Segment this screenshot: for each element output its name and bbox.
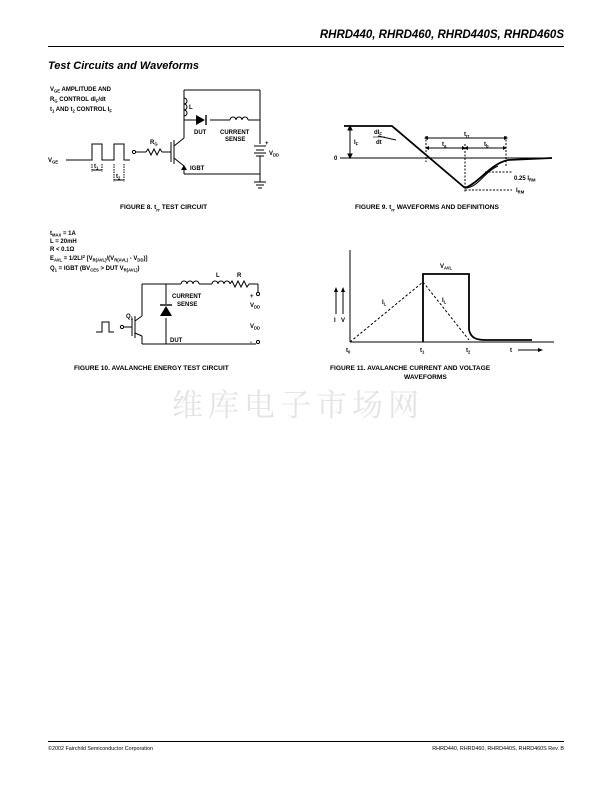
figure8-caption: FIGURE 8. $t_{rr}$ TEST CIRCUIT <box>120 204 208 213</box>
label-current: CURRENT <box>220 130 250 136</box>
watermark: 维库电子市场网 <box>172 388 424 424</box>
label-irm: $I_{RM}$ <box>516 188 525 195</box>
label-v: V <box>341 318 346 324</box>
note-tmax: $t_{MAX} = 1A$ <box>50 231 76 238</box>
label-t: t <box>510 348 512 354</box>
figure10-caption: FIGURE 10. AVALANCHE ENERGY TEST CIRCUIT <box>74 365 229 372</box>
label-dt: dt <box>376 140 382 146</box>
current-waveform <box>344 126 465 188</box>
inductor-l <box>212 281 230 284</box>
dut-diode <box>196 115 205 125</box>
rg-resistor <box>146 149 162 155</box>
note-vge: $V_{GE}$ AMPLITUDE AND <box>50 87 111 94</box>
label-i: I <box>334 318 336 324</box>
label-r: R <box>237 273 242 279</box>
label-sense: SENSE <box>225 137 246 143</box>
label-plus: + <box>250 294 254 300</box>
label-l: L <box>189 105 193 111</box>
label-l: L <box>216 273 220 279</box>
label-plus: + <box>265 141 269 147</box>
header-rule <box>48 46 564 47</box>
note-q1: $Q_1$ = IGBT ($BV_{CES}$ > DUT $V_{R(AVL)}$) <box>50 266 140 273</box>
label-zero: 0 <box>334 156 338 162</box>
label-vge: $V_{GE}$ <box>48 158 59 165</box>
label-minus: - <box>250 340 252 346</box>
label-il-rise: $I_L$ <box>382 300 387 307</box>
label-vdd-top: $V_{DD}$ <box>250 303 261 310</box>
note-r: R < 0.1Ω <box>50 247 75 253</box>
label-dut: DUT <box>194 130 207 136</box>
label-trr: $t_{rr}$ <box>464 132 470 139</box>
label-current: CURRENT <box>172 294 202 300</box>
label-q1: $Q_1$ <box>126 314 134 321</box>
label-t2: $t_2$ <box>116 174 121 181</box>
label-igbt: IGBT <box>190 166 205 172</box>
label-vdd-bottom: $V_{DD}$ <box>250 324 261 331</box>
figure11-avalanche-waveforms <box>326 244 560 360</box>
label-rg: $R_G$ <box>150 140 158 147</box>
vge-pulse-waveform <box>66 144 130 160</box>
label-t1: $t_1$ <box>94 164 99 171</box>
footer-rule <box>48 741 564 742</box>
label-dut: DUT <box>170 338 183 344</box>
label-sense: SENSE <box>177 302 198 308</box>
label-t1: $t_1$ <box>420 348 425 355</box>
label-t0: $t_0$ <box>346 348 351 355</box>
dut-diode <box>160 306 172 316</box>
label-tb: $t_b$ <box>484 142 489 149</box>
note-l: L = 20mH <box>50 239 77 245</box>
label-if: $I_F$ <box>354 140 359 147</box>
page-header-title: RHRD440, RHRD460, RHRD440S, RHRD460S <box>319 29 564 41</box>
label-t2: $t_2$ <box>466 348 471 355</box>
figure10-avalanche-circuit <box>46 226 278 356</box>
gate-pulse <box>96 322 114 332</box>
label-il-fall: $I_L$ <box>442 298 447 305</box>
label-vdd: $V_{DD}$ <box>269 151 280 158</box>
figure8-test-circuit <box>44 82 284 202</box>
resistor-r <box>230 281 249 287</box>
figure11-caption-line1: FIGURE 11. AVALANCHE CURRENT AND VOLTAGE <box>330 365 491 372</box>
footer-part-numbers: RHRD440, RHRD460, RHRD440S, RHRD460S Rev. B <box>432 746 564 752</box>
note-eavl: $E_{AVL} = 1/2LI^2$ $[V_{R(AVL)}/(V_{R(AVL)} - V_{DD})]$ <box>50 254 148 263</box>
note-t1-t2: $t_1$ AND $t_2$ CONTROL $I_F$ <box>50 107 112 114</box>
note-rg: $R_G$ CONTROL $dI_F/dt$ <box>50 97 106 104</box>
footer-copyright: ©2002 Fairchild Semiconductor Corporation <box>48 746 153 752</box>
label-025irm: 0.25 $I_{RM}$ <box>514 176 536 183</box>
figure9-trr-waveforms <box>330 116 560 202</box>
label-ta: $t_a$ <box>442 142 447 149</box>
figure11-caption-line2: WAVEFORMS <box>404 374 447 381</box>
label-dif: $dI_F$ <box>374 130 382 137</box>
label-vavl: $V_{AVL}$ <box>440 264 453 271</box>
figure9-caption: FIGURE 9. $t_{rr}$ WAVEFORMS AND DEFINITIONS <box>355 204 499 213</box>
section-title: Test Circuits and Waveforms <box>48 60 199 72</box>
